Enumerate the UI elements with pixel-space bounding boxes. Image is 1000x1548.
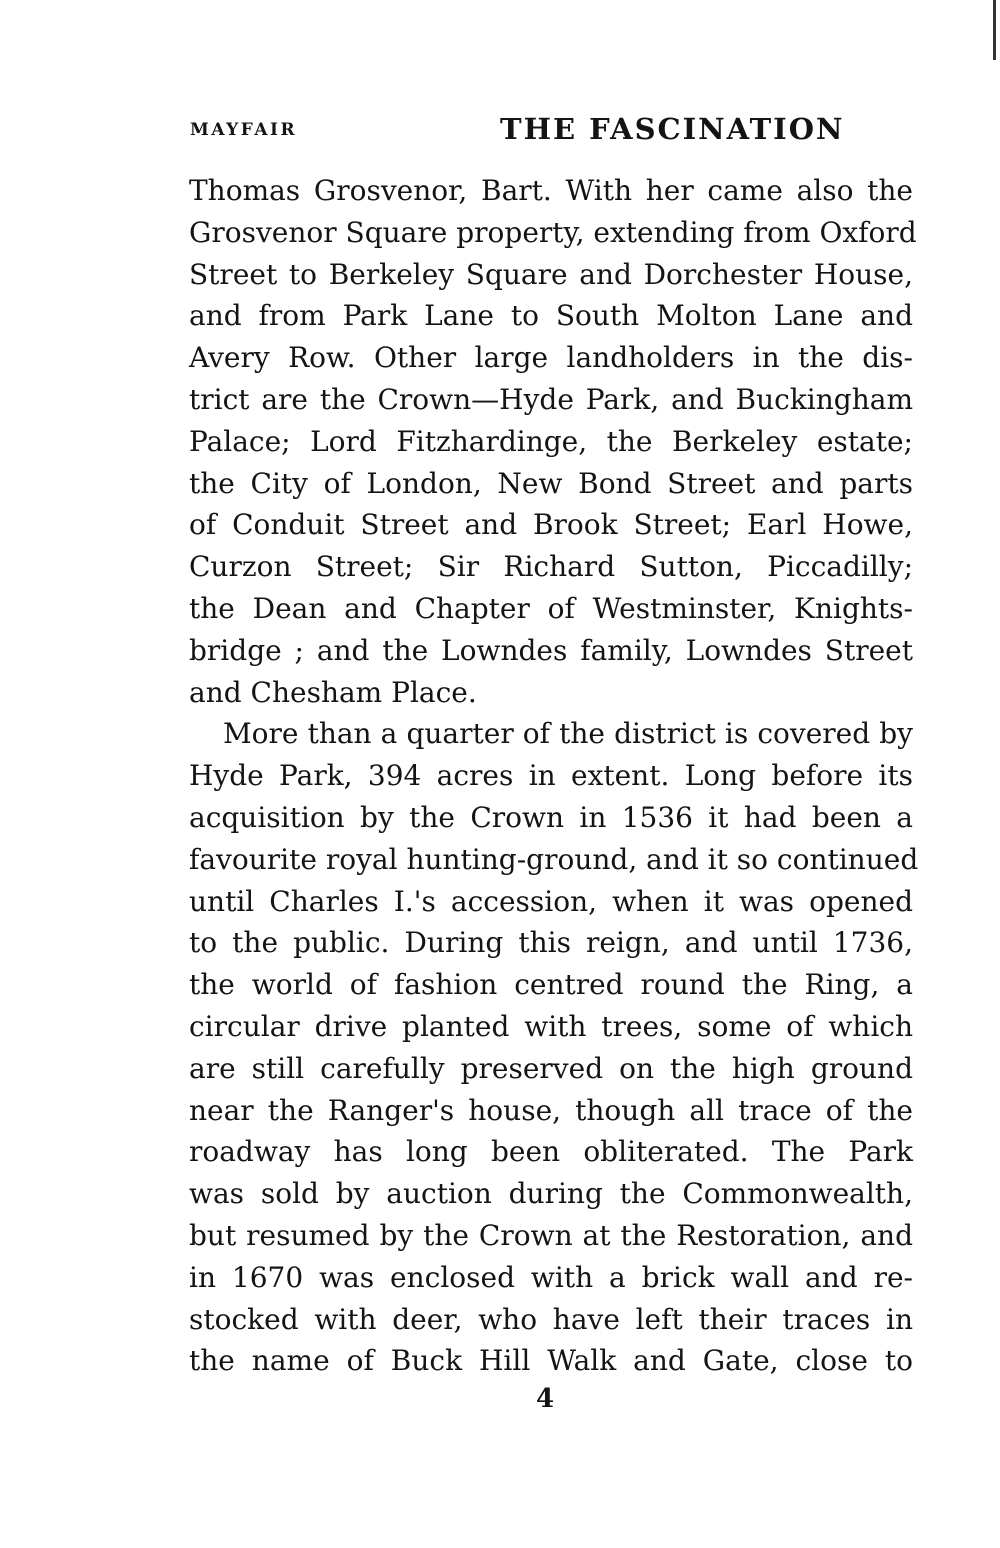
- text-line: are still carefully preserved on the high ground: [189, 1051, 913, 1085]
- text-line: Street to Berkeley Square and Dorchester House,: [189, 257, 913, 291]
- text-line: roadway has long been obliterated. The Park: [189, 1135, 913, 1169]
- running-head: [190, 112, 914, 152]
- text-line: Avery Row. Other large landholders in the dis-: [189, 341, 913, 375]
- text-line: More than a quarter of the district is covered by: [223, 717, 913, 751]
- running-head-title: THE FASCINATION: [500, 112, 845, 146]
- text-line: Curzon Street; Sir Richard Sutton, Piccadilly;: [189, 550, 913, 584]
- text-line: favourite royal hunting-ground, and it so continued: [189, 842, 919, 876]
- text-line: of Conduit Street and Brook Street; Earl Howe,: [189, 508, 913, 542]
- page-number: 4: [535, 1384, 555, 1414]
- text-line: was sold by auction during the Commonwealth,: [189, 1177, 913, 1211]
- text-line: and from Park Lane to South Molton Lane and: [189, 299, 913, 333]
- text-line: the name of Buck Hill Walk and Gate, close to: [189, 1344, 913, 1378]
- text-line: circular drive planted with trees, some of which: [189, 1009, 913, 1043]
- text-line: bridge ; and the Lowndes family, Lowndes Street: [189, 633, 913, 667]
- text-line: to the public. During this reign, and until 1736,: [189, 926, 913, 960]
- text-line: Palace; Lord Fitzhardinge, the Berkeley estate;: [189, 424, 913, 458]
- page-edge-mark: [993, 0, 996, 60]
- text-line: the Dean and Chapter of Westminster, Knights-: [189, 591, 913, 625]
- text-line: the City of London, New Bond Street and parts: [189, 466, 913, 500]
- text-line: near the Ranger's house, though all trace of the: [189, 1093, 913, 1127]
- body-text: [189, 170, 919, 1382]
- text-line: stocked with deer, who have left their traces in: [189, 1302, 913, 1336]
- running-head-section: MAYFAIR: [190, 120, 298, 140]
- text-line: trict are the Crown—Hyde Park, and Buckingham: [189, 382, 913, 416]
- text-line: Thomas Grosvenor, Bart. With her came also the: [189, 174, 913, 207]
- text-line: the world of fashion centred round the Ring, a: [189, 968, 913, 1002]
- text-line: Grosvenor Square property, extending from Oxford: [189, 215, 917, 249]
- text-line: Hyde Park, 394 acres in extent. Long before its: [189, 759, 913, 793]
- text-line: until Charles I.'s accession, when it was opened: [189, 884, 913, 918]
- text-line: in 1670 was enclosed with a brick wall and re-: [189, 1260, 913, 1294]
- text-line: acquisition by the Crown in 1536 it had been a: [189, 800, 913, 834]
- text-line: and Chesham Place.: [189, 675, 477, 709]
- text-line: but resumed by the Crown at the Restoration, and: [189, 1218, 913, 1252]
